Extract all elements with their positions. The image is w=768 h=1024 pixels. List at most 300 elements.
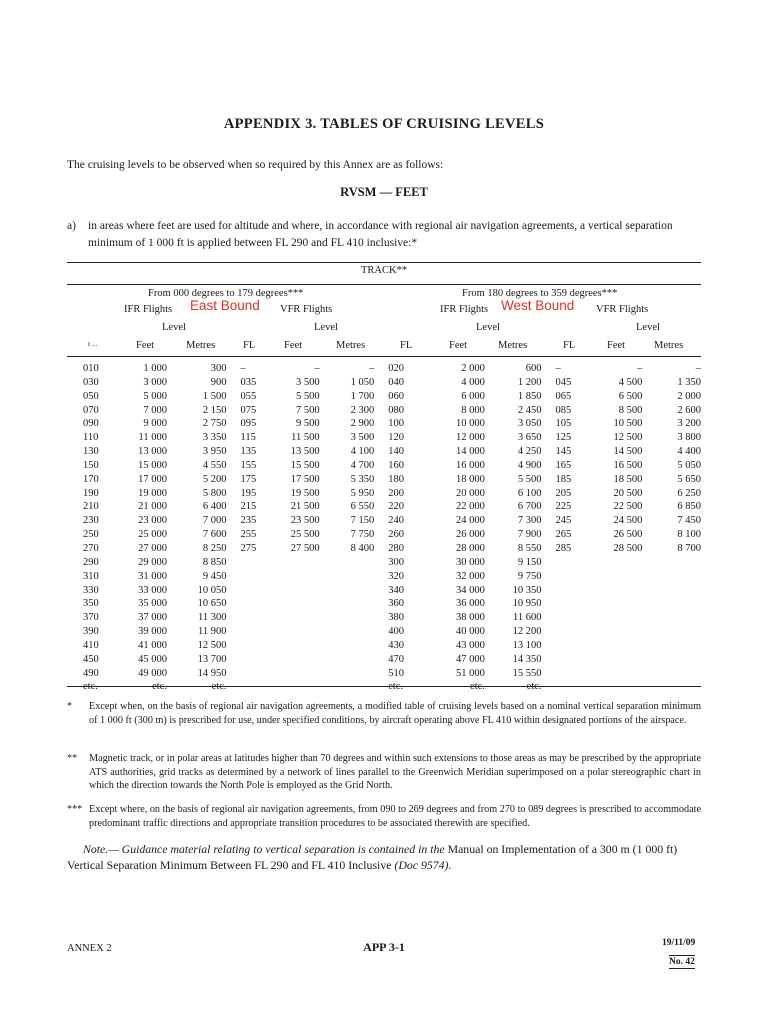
table-cell: 045 [555,376,572,388]
table-cell: 2 300 [350,404,375,416]
table-cell: 18 000 [456,473,485,485]
table-cell: etc. [83,681,98,693]
table-cell: 2 450 [517,404,542,416]
table-cell [598,584,642,598]
table-row [67,653,701,667]
table-cell: 4 100 [350,446,375,458]
table-cell: 22 000 [456,501,485,513]
table-cell: 4 700 [350,459,375,471]
table-cell: 140 [388,446,405,458]
table-cell: 125 [555,432,572,444]
table-cell: 030 [83,376,99,388]
table-row [67,404,701,418]
table-cell: 020 [388,363,405,374]
table-cell: 230 [83,515,99,527]
table-cell [542,667,599,681]
table-cell: 6 400 [202,501,227,513]
table-cell: 150 [83,459,99,471]
table-cell: 245 [555,515,572,527]
table-cell: 18 500 [613,473,643,485]
table-cell: 9 000 [143,418,167,430]
footer-annex: ANNEX 2 [67,943,112,954]
table-cell [227,556,269,570]
table-cell: 090 [83,418,99,430]
table-cell [227,625,269,639]
table-cell [642,653,701,667]
table-cell: 185 [555,473,572,485]
table-cell: 11 500 [291,432,320,444]
table-cell: 7 600 [202,529,227,541]
east-bound-annotation: East Bound [190,298,260,313]
table-cell: 280 [388,542,405,554]
table-cell: 14 500 [613,446,643,458]
table-cell [320,611,375,625]
table-cell [542,584,599,598]
table-cell: 8 700 [677,542,701,554]
table-cell [642,625,701,639]
table-cell: 200 [388,487,405,499]
table-cell: 27 000 [138,542,167,554]
table-cell: 2 000 [677,390,701,402]
paragraph-a [67,218,707,252]
east-vfr-label: VFR Flights [280,304,333,315]
table-cell: 3 650 [517,432,542,444]
table-cell [269,639,320,653]
table-row [67,417,701,431]
table-cell: 3 800 [677,432,701,444]
west-range-header: From 180 degrees to 359 degrees*** [462,288,618,299]
west-ifr-label: IFR Flights [440,304,489,315]
table-cell: 225 [555,501,572,513]
table-cell [598,556,642,570]
track-header-rule [67,284,701,285]
table-cell: 9 750 [517,570,542,582]
table-cell: 1 500 [202,390,227,402]
table-cell [598,611,642,625]
table-cell [598,639,642,653]
table-cell: 340 [388,584,405,596]
table-cell: 3 000 [143,376,167,388]
table-cell: etc. [211,681,227,693]
table-cell: 3 050 [517,418,542,430]
table-cell: 25 000 [138,529,167,541]
table-row [67,611,701,625]
table-cell: 5 950 [350,487,375,499]
table-cell: 6 850 [677,501,701,513]
table-cell: 410 [83,639,99,651]
table-cell: 050 [83,390,99,402]
west-vfr-label: VFR Flights [596,304,649,315]
table-cell: 14 350 [512,653,542,665]
table-cell: 195 [240,487,257,499]
table-cell [642,584,701,598]
note-doc-ref: (Doc 9574). [391,858,452,872]
table-cell: 13 100 [512,639,542,651]
footnote-1-text: Except when, on the basis of regional air navigation agreements, a modified table of cruising levels based on a nominal vertical separation minimum of 1 000 ft (300 m) is prescribed for use, under specified conditions, by aircraft operating above FL 410 within designated portions of the airspace. [89,701,701,726]
table-cell: 1 000 [143,363,167,374]
table-cell [269,667,320,681]
col-feet-2: Feet [284,340,303,351]
level-label-east-ifr: Level [162,322,186,333]
table-cell: 470 [388,653,405,665]
table-cell: 11 600 [513,612,542,624]
col-fl-4: FL [563,340,576,351]
table-row [67,473,701,487]
table-row [67,528,701,542]
table-cell: 24 500 [613,515,643,527]
footer-page-number: APP 3-1 [363,940,405,954]
table-cell: 330 [83,584,99,596]
table-cell: 7 300 [517,515,542,527]
table-cell: 12 500 [613,432,643,444]
table-cell: 20 000 [456,487,485,499]
table-cell: 265 [555,529,572,541]
table-cell: 5 800 [202,487,227,499]
table-cell: 900 [210,376,227,388]
table-cell [542,556,599,570]
table-cell: 45 000 [138,653,167,665]
table-cell: 8 850 [202,556,227,568]
table-cell: 7 000 [202,515,227,527]
table-cell: 2 750 [202,418,227,430]
table-cell: 430 [388,639,405,651]
col-feet-1: Feet [136,340,155,351]
table-cell: 11 900 [198,626,227,638]
table-cell: 21 000 [138,501,167,513]
table-top-rule [67,262,701,263]
paragraph-a-label: a) [67,220,76,232]
table-cell: 5 200 [202,473,227,485]
table-cell: 9 150 [517,556,542,568]
table-cell: 13 500 [290,446,320,458]
table-cell: 260 [388,529,405,541]
table-cell: 205 [555,487,572,499]
table-cell: – [240,363,246,374]
table-cell: 23 000 [138,515,167,527]
level-label-west-vfr: Level [636,322,660,333]
table-cell [269,680,320,694]
table-cell: etc. [388,681,404,693]
table-cell: 35 000 [138,598,167,610]
table-cell [642,639,701,653]
table-cell [320,680,375,694]
paragraph-a-text: in areas where feet are used for altitude and where, in accordance with regional air navigation agreements, a vertical separation minimum of 1 000 ft is applied between FL 290 and FL 410 inclusive:* [88,220,673,249]
table-cell: 135 [240,446,257,458]
table-cell: etc. [526,681,542,693]
table-cell: 51 000 [456,667,485,679]
table-cell: 39 000 [138,626,167,638]
table-cell [598,680,642,694]
table-cell: 16 500 [613,459,643,471]
table-cell: – [369,363,375,374]
table-cell: 6 700 [517,501,542,513]
table-cell: 41 000 [138,639,167,651]
table-cell: 1 200 [517,376,542,388]
table-row [67,376,701,390]
table-row [67,625,701,639]
table-row [67,459,701,473]
footnote-3-text: Except where, on the basis of regional air navigation agreements, from 090 to 269 degrees and from 270 to 089 degrees is prescribed to accommodate predominant traffic directions and appropriate transition procedures to be associated therewith are specified. [89,804,701,829]
table-cell: 510 [388,667,405,679]
table-cell: 6 550 [350,501,375,513]
table-cell [642,570,701,584]
table-cell [642,611,701,625]
table-cell: 15 500 [290,459,320,471]
table-cell: 190 [83,487,99,499]
table-cell: 5 500 [295,390,320,402]
table-cell: 10 650 [197,598,227,610]
table-cell [320,625,375,639]
table-cell: 38 000 [456,612,485,624]
col-fl-partial: r ... [88,340,98,348]
footer-date: 19/11/09 [662,938,696,948]
table-cell: 21 500 [290,501,320,513]
table-cell: 165 [555,459,572,471]
table-cell: 7 150 [350,515,375,527]
table-cell: 240 [388,515,405,527]
table-cell: 13 000 [138,446,167,458]
table-cell: 26 000 [456,529,485,541]
table-cell: 8 500 [618,404,643,416]
table-row [67,362,701,376]
table-cell: 400 [388,626,405,638]
table-cell: 360 [388,598,405,610]
footnote-1-mark: * [67,701,73,712]
table-cell: 110 [83,432,99,444]
table-cell: 060 [388,390,405,402]
column-header-rule [67,356,701,357]
table-cell: 300 [210,363,227,374]
east-range-header: From 000 degrees to 179 degrees*** [148,288,304,299]
table-cell: 8 550 [517,542,542,554]
table-cell: 2 600 [677,404,701,416]
table-cell: 25 500 [290,529,320,541]
table-cell: 010 [83,363,99,374]
table-cell [642,556,701,570]
table-cell [642,667,701,681]
table-cell: 300 [388,556,405,568]
table-cell: 3 350 [202,432,227,444]
footnote-2-text: Magnetic track, or in polar areas at latitudes higher than 70 degrees and within such extensions to those areas as may be prescribed by the appropriate ATS authorities, grid tracks as determined by a network of lines parallel to the Greenwich Meridian superimposed on a polar stereographic chart in which the direction towards the North Pole is employed as the Grid North. [89,753,701,791]
table-cell: 4 550 [202,459,227,471]
table-cell [598,653,642,667]
table-cell: 20 500 [613,487,643,499]
table-cell: 36 000 [456,598,485,610]
table-cell: – [555,363,561,374]
table-cell: 16 000 [456,459,485,471]
table-cell: 26 500 [613,529,643,541]
table-cell: 350 [83,598,99,610]
table-row [67,570,701,584]
table-cell: 320 [388,570,405,582]
table-cell [227,584,269,598]
table-cell: 170 [83,473,99,485]
table-row [67,500,701,514]
col-feet-4: Feet [607,340,626,351]
table-cell: 1 350 [677,376,701,388]
col-fl-2: FL [243,340,256,351]
table-cell: 27 500 [290,542,320,554]
table-cell: 215 [240,501,257,513]
table-cell: 11 000 [138,432,167,444]
table-row [67,542,701,556]
level-label-east-vfr: Level [314,322,338,333]
table-row [67,556,701,570]
table-cell: 34 000 [456,584,485,596]
footnote-2 [67,752,701,793]
table-cell: 6 250 [677,487,701,499]
table-cell: 23 500 [290,515,320,527]
note-manual-title: Manual on Implementation of a 300 m (1 000 ft) Vertical Separation Minimum Between FL 290 and FL 410 Inclusive [67,842,678,872]
table-cell: 5 000 [143,390,167,402]
table-cell: 24 000 [456,515,485,527]
table-cell [269,584,320,598]
table-cell: 22 500 [613,501,643,513]
table-cell [227,667,269,681]
table-cell [320,597,375,611]
table-cell: 12 000 [456,432,485,444]
table-cell: 310 [83,570,99,582]
table-cell: 180 [388,473,405,485]
west-bound-annotation: West Bound [501,298,575,313]
footnote-3 [67,803,701,830]
table-cell [269,597,320,611]
table-cell [269,653,320,667]
table-cell [542,611,599,625]
table-cell: 19 000 [138,487,167,499]
table-cell: 5 350 [350,473,375,485]
table-cell: 5 050 [677,459,701,471]
table-cell: 43 000 [456,639,485,651]
table-row [67,431,701,445]
table-cell: 3 200 [677,418,701,430]
col-metres-3: Metres [498,340,528,351]
table-cell: 270 [83,542,99,554]
table-cell: 9 450 [202,570,227,582]
table-cell [320,584,375,598]
table-cell: 31 000 [138,570,167,582]
col-metres-1: Metres [186,340,216,351]
table-cell: 5 650 [677,473,701,485]
page-title: APPENDIX 3. TABLES OF CRUISING LEVELS [223,116,545,132]
table-cell: 8 000 [461,404,485,416]
table-cell: 19 500 [290,487,320,499]
table-cell: 130 [83,446,99,458]
table-cell: 3 950 [202,446,227,458]
table-cell: 14 950 [197,667,227,679]
table-cell [269,625,320,639]
table-cell: 070 [83,404,99,416]
table-cell [320,653,375,667]
table-cell: 15 000 [138,459,167,471]
table-cell: – [637,363,643,374]
table-cell: 6 100 [517,487,542,499]
table-cell [227,653,269,667]
table-cell: etc. [470,681,485,693]
table-cell: 3 500 [350,432,375,444]
table-cell: 4 900 [517,459,542,471]
table-cell: 055 [240,390,257,402]
table-cell [542,680,599,694]
table-cell: 5 500 [517,473,542,485]
table-cell [598,570,642,584]
table-cell: 4 000 [461,376,485,388]
table-cell: 12 500 [197,639,227,651]
table-row [67,597,701,611]
table-cell: 095 [240,418,257,430]
table-cell: 10 000 [456,418,485,430]
table-cell: 175 [240,473,257,485]
table-cell [542,625,599,639]
table-cell: 235 [240,515,257,527]
table-cell: – [695,363,701,374]
table-cell: 17 500 [290,473,320,485]
table-cell: 17 000 [138,473,167,485]
table-cell: 4 500 [618,376,643,388]
table-cell: 2 000 [461,363,485,374]
track-header: TRACK** [360,265,408,276]
table-row [67,667,701,681]
table-cell: 105 [555,418,572,430]
table-cell [227,639,269,653]
table-cell: 11 300 [198,612,227,624]
table-cell: 490 [83,667,99,679]
table-cell [227,611,269,625]
table-cell: 380 [388,612,405,624]
table-cell: etc. [152,681,167,693]
table-cell: 390 [83,626,99,638]
table-cell: 155 [240,459,257,471]
footer-amendment-number: No. 42 [669,957,695,967]
table-cell: 32 000 [456,570,485,582]
table-cell: 12 200 [512,626,542,638]
table-cell: 10 500 [613,418,643,430]
table-cell: 28 000 [456,542,485,554]
table-cell [542,653,599,667]
table-cell [320,556,375,570]
table-cell: 2 900 [350,418,375,430]
table-cell: 120 [388,432,405,444]
table-row [67,445,701,459]
table-cell [320,570,375,584]
table-cell: 600 [525,363,542,374]
table-cell: 3 500 [295,376,320,388]
east-ifr-label: IFR Flights [124,304,173,315]
table-cell [320,639,375,653]
table-row [67,514,701,528]
table-cell: 250 [83,529,99,541]
table-cell: 285 [555,542,572,554]
table-cell: 4 400 [677,446,701,458]
table-cell: 47 000 [456,653,485,665]
table-cell: 275 [240,542,257,554]
table-row [67,639,701,653]
table-cell [598,625,642,639]
table-cell: 8 400 [350,542,375,554]
table-cell: 8 100 [677,529,701,541]
table-cell: 7 750 [350,529,375,541]
table-cell: 29 000 [138,556,167,568]
table-cell [542,597,599,611]
table-cell [642,597,701,611]
footnote-2-mark: ** [67,753,78,764]
table-cell: 10 950 [512,598,542,610]
table-cell: 1 700 [350,390,375,402]
table-row [67,487,701,501]
table-cell: 1 850 [517,390,542,402]
table-cell [269,570,320,584]
table-cell: 085 [555,404,572,416]
